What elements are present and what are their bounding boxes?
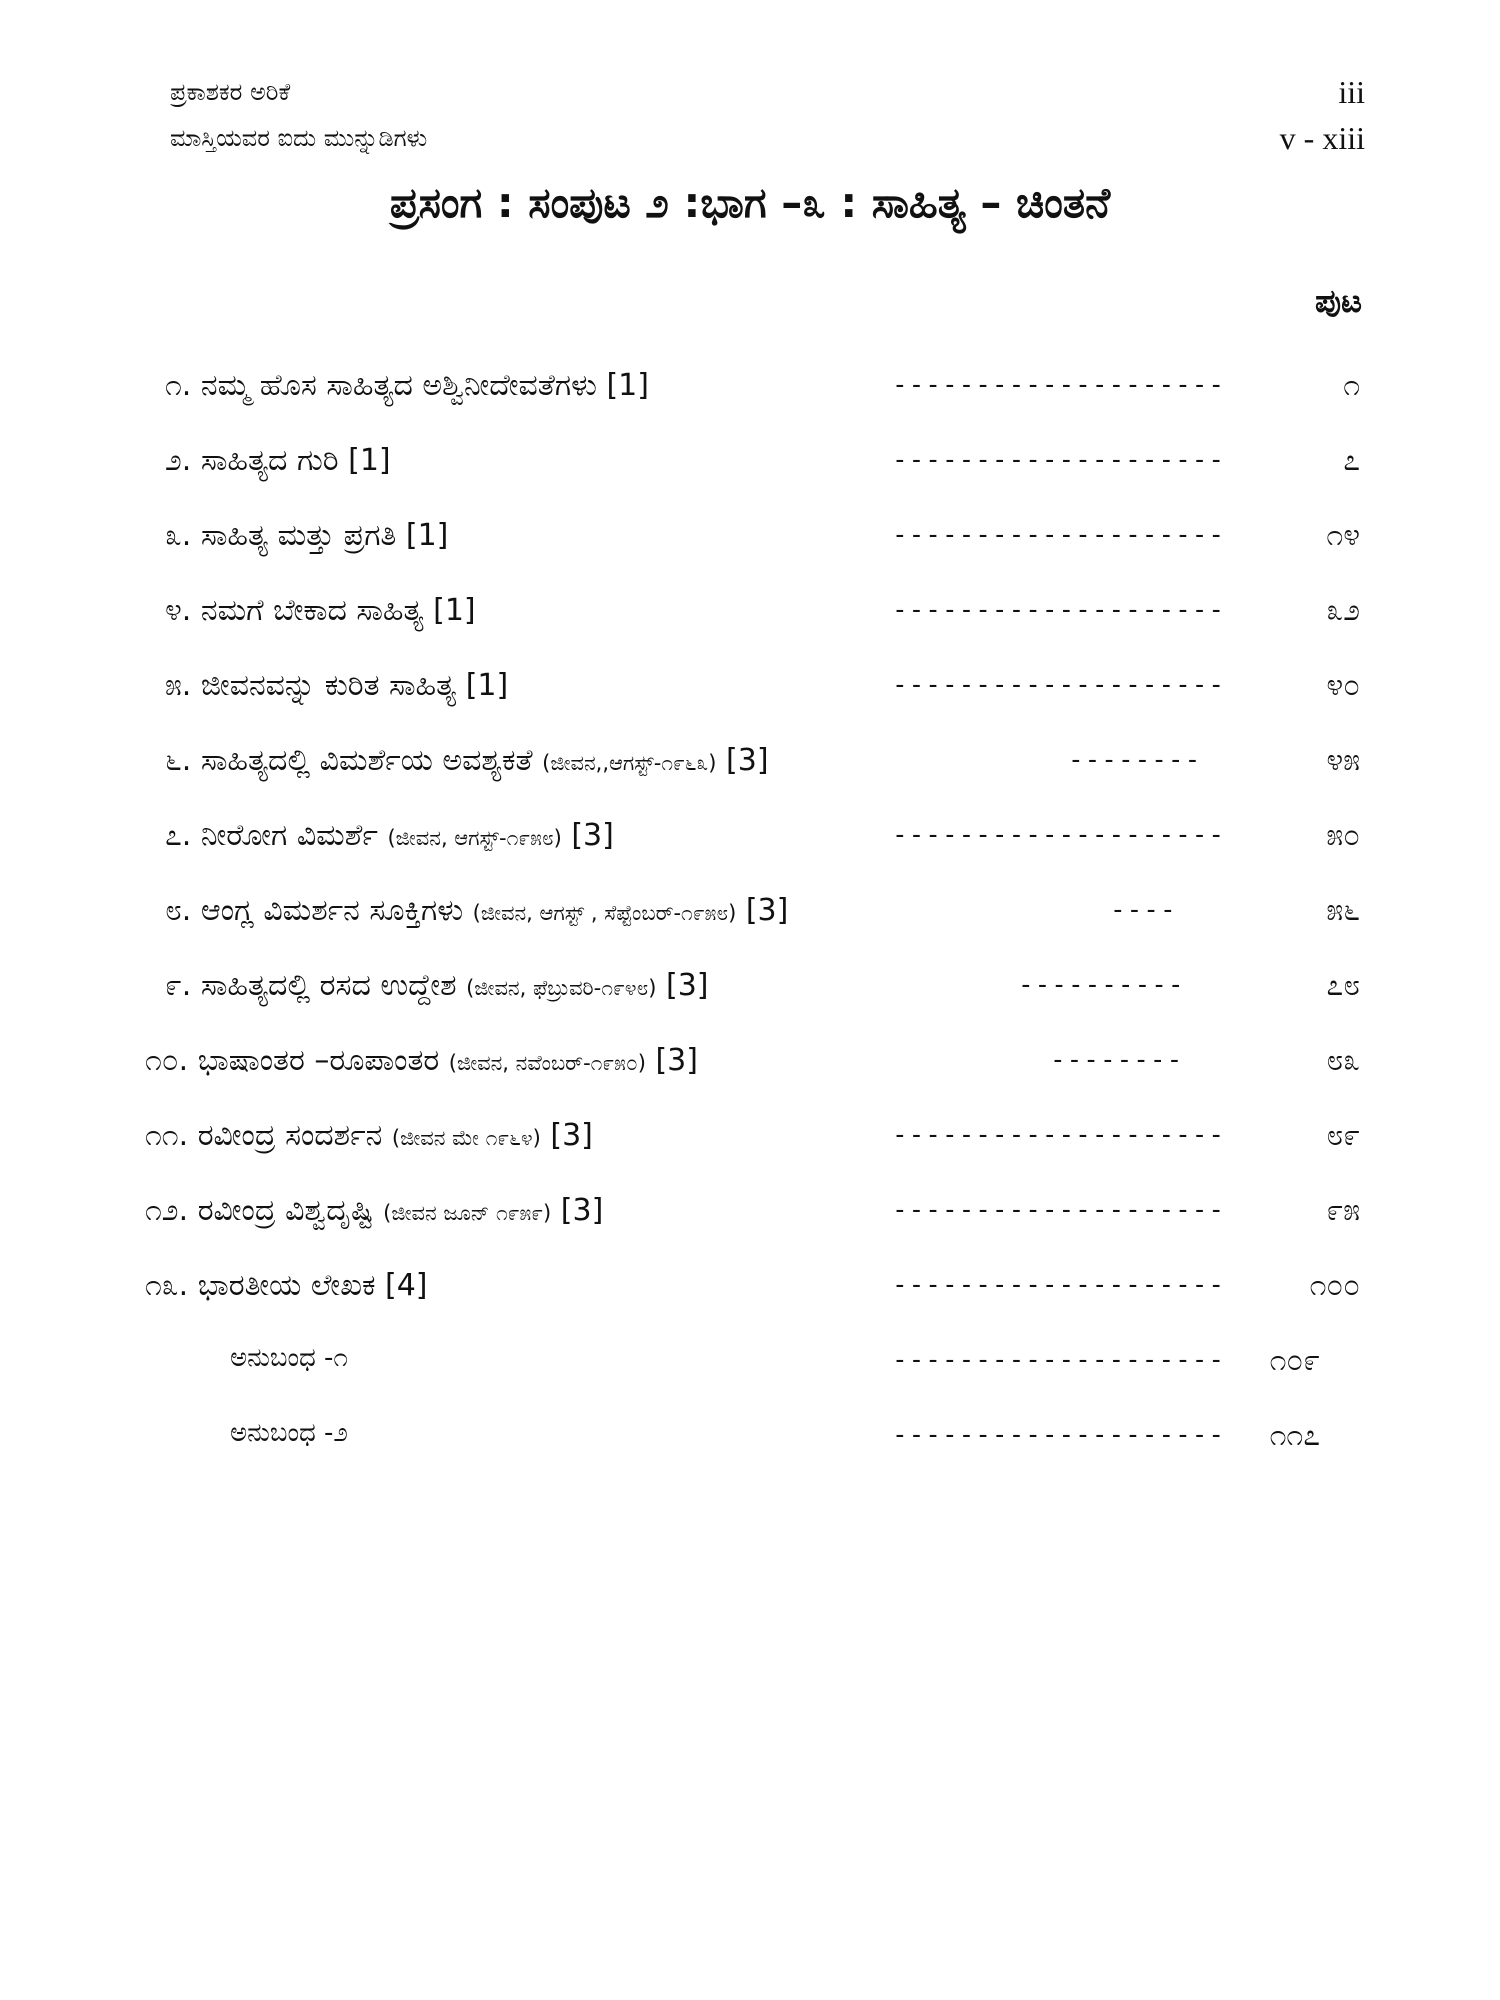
toc-entry-ref: [3] [655,1043,698,1078]
toc-leader: -------------------- [892,1420,1226,1450]
toc-entry-title: ಅನುಬಂಧ -೨ [230,1418,348,1448]
toc-page-number: ೧೧೭ [1269,1418,1320,1453]
toc-entry-title: ರವೀಂದ್ರ ಸಂದರ್ಶನ [197,1118,383,1153]
toc-entry-label [165,893,788,928]
toc-leader: ---- [1110,895,1177,925]
toc-entry-title: ನೀರೋಗ ವಿಮರ್ಶೆ [200,818,378,853]
toc-entry-title: ಸಾಹಿತ್ಯದಲ್ಲಿ ರಸದ ಉದ್ದೇಶ [200,968,457,1003]
toc-entry-ref: [3] [550,1118,593,1153]
toc-entry-title: ನಮ್ಮ ಹೊಸ ಸಾಹಿತ್ಯದ ಅಶ್ವಿನೀದೇವತೆಗಳು [1] [200,368,649,403]
toc-entry-number: ೮. [165,893,192,928]
toc-entry [0,968,1500,1028]
toc-page-number: ೪೫ [1326,743,1360,778]
toc-entry-source: (ಜೀವನ ಮೇ ೧೯೬೪) [391,1126,541,1150]
toc-page-number: ೭ [1343,443,1360,478]
toc-entry-number: ೨. [165,443,192,478]
front-matter-page: v - xiii [1279,120,1365,156]
toc-entry-number: ೧. [165,368,192,403]
toc-leader: -------------------- [892,1345,1226,1375]
toc-page-number: ೧೪ [1326,518,1360,553]
toc-entry [0,1118,1500,1178]
toc-entry [0,668,1500,728]
toc-page-number: ೧೦೦ [1309,1268,1360,1303]
toc-entry [0,1343,1500,1403]
toc-leader: -------------------- [892,1270,1226,1300]
toc-entry-title: ಸಾಹಿತ್ಯದ ಗುರಿ [1] [200,443,391,478]
toc-leader: -------- [1050,1045,1184,1075]
toc-entry-title: ಆಂಗ್ಲ ವಿಮರ್ಶನ ಸೂಕ್ತಿಗಳು [200,893,464,928]
toc-leader: ---------- [1018,970,1185,1000]
toc-entry [0,1268,1500,1328]
toc-entry-title: ಸಾಹಿತ್ಯ ಮತ್ತು ಪ್ರಗತಿ [1] [200,518,449,553]
toc-entry-source: (ಜೀವನ, ನವೆಂಬರ್-೧೯೫೦) [448,1051,646,1075]
toc-entry [0,1193,1500,1253]
toc-page-number: ೧೦೯ [1269,1343,1320,1378]
toc-entry-ref: [3] [571,818,614,853]
toc-page-number: ೫೬ [1326,893,1360,928]
toc-leader: -------------------- [892,820,1226,850]
toc-leader: -------- [1068,745,1202,775]
toc-entry [0,593,1500,653]
page-column-label: ಪುಟ [1315,282,1362,320]
toc-leader: -------------------- [892,670,1226,700]
toc-entry-number: ೭. [165,818,192,853]
toc-entry-number: ೪. [165,593,192,628]
toc-entry-label [165,593,476,628]
toc-entry-label [165,443,391,478]
toc-entry [0,893,1500,953]
toc-entry-number: ೧೨. [145,1193,189,1228]
toc-entry-label [165,518,448,553]
toc-entry-label [165,818,614,853]
toc-entry [0,518,1500,578]
toc-leader: -------------------- [892,520,1226,550]
page-title: ಪ್ರಸಂಗ : ಸಂಪುಟ ೨ :ಭಾಗ –೩ : ಸಾಹಿತ್ಯ – ಚಿಂತನೆ [389,178,1111,227]
front-matter-title: ಪ್ರಕಾಶಕರ ಅರಿಕೆ [170,78,291,106]
toc-entry-label [165,968,709,1003]
toc-entry-label [230,1343,348,1374]
toc-entry-number: ೧೩. [145,1268,189,1303]
toc-entry-source: (ಜೀವನ, ಆಗಸ್ಟ್-೧೯೫೮) [387,826,562,850]
toc-entry-label [165,743,769,778]
toc-entry-label [230,1418,348,1449]
toc-entry-ref: [3] [666,968,709,1003]
toc-entry [0,818,1500,878]
toc-entry-label [145,1118,593,1153]
toc-entry-number: ೬. [165,743,192,778]
toc-page-number: ೪೦ [1326,668,1360,703]
toc-entry-ref: [3] [726,743,769,778]
toc-entry [0,1418,1500,1478]
toc-entry-label [145,1193,603,1228]
toc-leader: -------------------- [892,1120,1226,1150]
toc-entry-title: ಭಾಷಾಂತರ –ರೂಪಾಂತರ [197,1043,440,1078]
toc-entry-label [145,1268,428,1303]
toc-entry-title: ನಮಗೆ ಬೇಕಾದ ಸಾಹಿತ್ಯ [1] [200,593,476,628]
toc-entry-label [165,368,649,403]
toc-entry-number: ೯. [165,968,192,1003]
toc-entry-ref: [3] [745,893,789,928]
toc-entry-number: ೩. [165,518,192,553]
toc-leader: -------------------- [892,1195,1226,1225]
toc-entry [0,368,1500,428]
toc-entry-number: ೧೦. [145,1043,189,1078]
toc-entry-label [145,1043,698,1078]
toc-entry-source: (ಜೀವನ ಜೂನ್ ೧೯೫೯) [383,1201,552,1225]
toc-page-number: ೯೫ [1326,1193,1360,1228]
toc-entry-title: ರವೀಂದ್ರ ವಿಶ್ವದೃಷ್ಟಿ [197,1193,374,1228]
toc-leader: -------------------- [892,595,1226,625]
toc-entry [0,743,1500,803]
toc-entry-ref: [3] [560,1193,604,1228]
toc-entry [0,443,1500,503]
toc-entry-source: (ಜೀವನ, ಆಗಸ್ಟ್ , ಸೆಪ್ಟೆಂಬರ್-೧೯೫೮) [472,901,737,925]
toc-page-number: ೧ [1343,368,1360,403]
toc-entry-source: (ಜೀವನ,,ಆಗಸ್ಟ್-೧೯೬೩) [542,751,717,775]
front-matter-row [170,120,1365,174]
front-matter-page: iii [1338,74,1365,110]
toc-entry-title: ಅನುಬಂಧ -೧ [230,1343,348,1373]
front-matter-title: ಮಾಸ್ತಿಯವರ ಐದು ಮುನ್ನುಡಿಗಳು [170,124,428,152]
toc-entry-title: ಸಾಹಿತ್ಯದಲ್ಲಿ ವಿಮರ್ಶೆಯ ಅವಶ್ಯಕತೆ [200,743,533,778]
toc-entry-title: ಜೀವನವನ್ನು ಕುರಿತ ಸಾಹಿತ್ಯ [1] [200,668,509,703]
toc-page-number: ೮೩ [1326,1043,1360,1078]
front-matter-row [170,74,1365,128]
toc-page-number: ೫೦ [1326,818,1360,853]
toc-entry [0,1043,1500,1103]
toc-entry-title: ಭಾರತೀಯ ಲೇಖಕ [4] [197,1268,428,1303]
toc-entry-number: ೧೧. [145,1118,189,1153]
toc-entry-label [165,668,508,703]
toc-page-number: ೮೯ [1326,1118,1360,1153]
toc-entry-number: ೫. [165,668,192,703]
toc-page-number: ೭೮ [1326,968,1360,1003]
toc-leader: -------------------- [892,370,1226,400]
toc-entry-source: (ಜೀವನ, ಫೆಬ್ರುವರಿ-೧೯೪೮) [466,976,657,1000]
toc-leader: -------------------- [892,445,1226,475]
toc-page-number: ೩೨ [1326,593,1360,628]
